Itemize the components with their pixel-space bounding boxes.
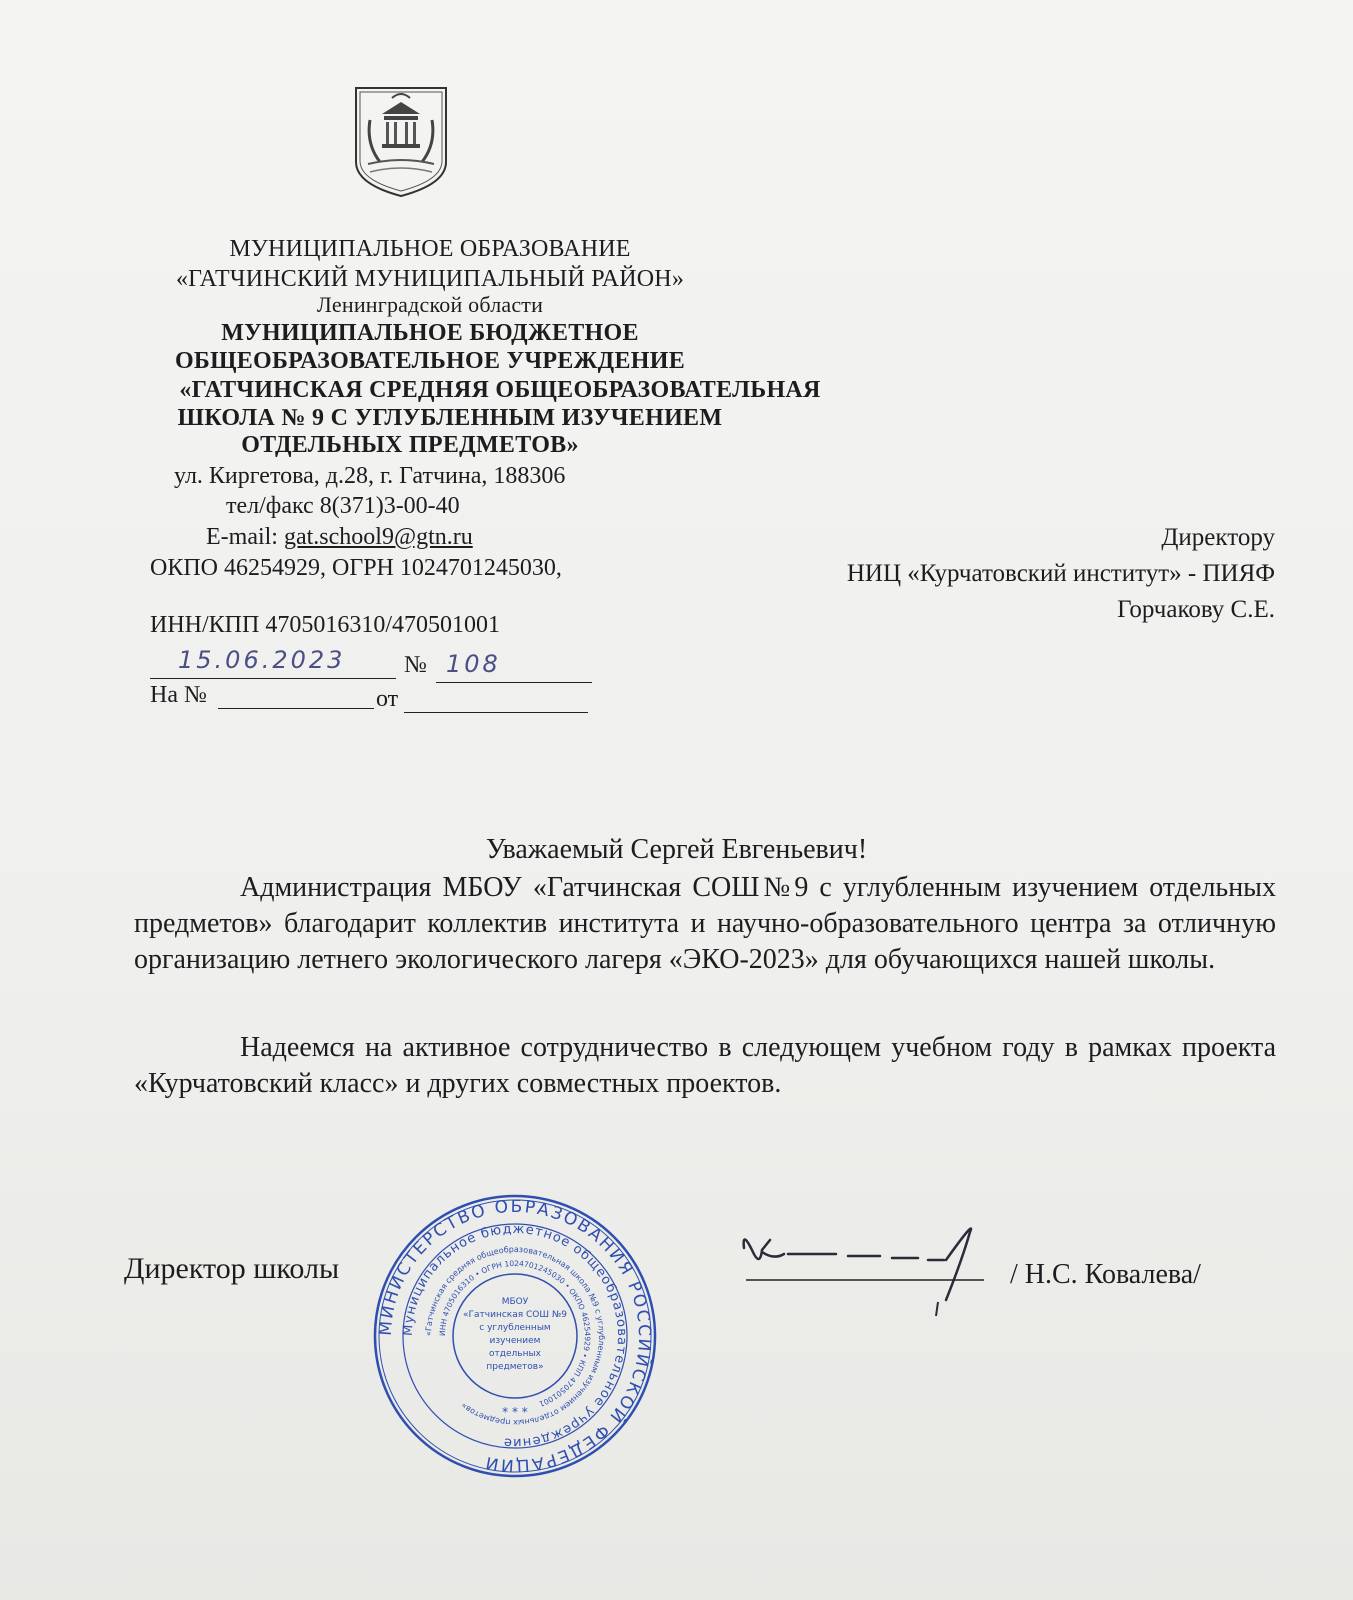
stamp-center-line-3: с углубленным <box>479 1323 551 1333</box>
stamp-center-line-6: предметов» <box>486 1362 544 1372</box>
number-label: № <box>404 652 427 678</box>
phone: тел/факс 8(371)3-00-40 <box>226 493 460 519</box>
stamp-middle-text: Муниципальное бюджетное общеобразовательное учреждение <box>400 1221 630 1451</box>
email-label: E-mail: <box>206 524 284 550</box>
school-line-5: ОТДЕЛЬНЫХ ПРЕДМЕТОВ» <box>241 432 579 458</box>
coat-of-arms-icon <box>352 84 450 200</box>
stamp-center-line-4: изучением <box>489 1336 541 1346</box>
address: ул. Киргетова, д.28, г. Гатчина, 188306 <box>174 463 566 489</box>
reply-number-underline <box>218 708 374 709</box>
recipient-block <box>847 520 1275 628</box>
org-line-2: «ГАТЧИНСКИЙ МУНИЦИПАЛЬНЫЙ РАЙОН» <box>175 266 685 292</box>
reply-from-label: от <box>376 686 399 712</box>
stamp-center-line-5: отдельных <box>489 1349 541 1359</box>
number-underline <box>436 682 592 683</box>
reply-date-underline <box>404 712 588 713</box>
stamp-numbers-text: ИНН 4705016310 • ОГРН 1024701245030 • ОКПО 46254929 • КПП 470501001 <box>437 1258 593 1409</box>
paragraph-1: Администрация МБОУ «Гатчинская СОШ№9 с углубленным изучением отдельных предметов» благодарит коллектив института и научно-образовательного центра за отличную организацию летнего экологического лагеря «ЭКО-2023» для обучающихся нашей школы. <box>134 872 1276 975</box>
email-line <box>206 524 473 551</box>
org-line-3: Ленинградской области <box>316 292 544 317</box>
recipient-line-2: НИЦ «Курчатовский институт» - ПИЯФ <box>846 560 1275 587</box>
school-line-3: «ГАТЧИНСКАЯ СРЕДНЯЯ ОБЩЕОБРАЗОВАТЕЛЬНАЯ <box>179 377 821 403</box>
signatory-position: Директор школы <box>124 1252 340 1285</box>
stamp-inner-ring-text: «Гатчинская средняя общеобразовательная школа №9 с углубленным изучением отдельных предметов» <box>423 1244 607 1428</box>
reply-label: На № <box>150 682 207 708</box>
school-line-2: ОБЩЕОБРАЗОВАТЕЛЬНОЕ УЧРЕЖДЕНИЕ <box>174 348 686 374</box>
school-line-4: ШКОЛА № 9 С УГЛУБЛЕННЫМ ИЗУЧЕНИЕМ <box>177 405 723 431</box>
handwritten-date: 15.06.2023 <box>178 646 346 674</box>
recipient-line-1: Директору <box>1161 524 1275 551</box>
svg-text:ИНН 4705016310 • ОГРН 10247012 <box>438 1259 592 1409</box>
stamp-center-line-1: МБОУ <box>501 1297 529 1307</box>
signatory-name: / Н.С. Ковалева/ <box>1010 1259 1201 1290</box>
paragraph-2: Надеемся на активное сотрудничество в следующем учебном году в рамках проекта «Курчатовский класс» и других совместных проектов. <box>134 1032 1276 1099</box>
school-seal-stamp <box>369 1190 661 1482</box>
school-line-1: МУНИЦИПАЛЬНОЕ БЮДЖЕТНОЕ <box>221 320 639 346</box>
recipient-line-3: Горчакову С.Е. <box>1117 596 1275 623</box>
okpo-ogrn: ОКПО 46254929, ОГРН 1024701245030, <box>150 555 562 581</box>
email-link[interactable]: gat.school9@gtn.ru <box>283 524 473 550</box>
date-underline <box>150 678 396 679</box>
stamp-center-line-2: «Гатчинская СОШ №9 <box>463 1310 567 1320</box>
org-line-1: МУНИЦИПАЛЬНОЕ ОБРАЗОВАНИЕ <box>229 236 631 262</box>
inn-kpp: ИНН/КПП 4705016310/470501001 <box>150 612 501 638</box>
salutation: Уважаемый Сергей Евгеньевич! <box>485 834 868 865</box>
stamp-stars-icon: * * * <box>502 1405 528 1419</box>
handwritten-signature <box>740 1220 1000 1320</box>
handwritten-number: 108 <box>446 650 501 678</box>
stamp-outer-text: МИНИСТЕРСТВО ОБРАЗОВАНИЯ РОССИЙСКОЙ ФЕДЕРАЦИИ <box>375 1196 655 1476</box>
